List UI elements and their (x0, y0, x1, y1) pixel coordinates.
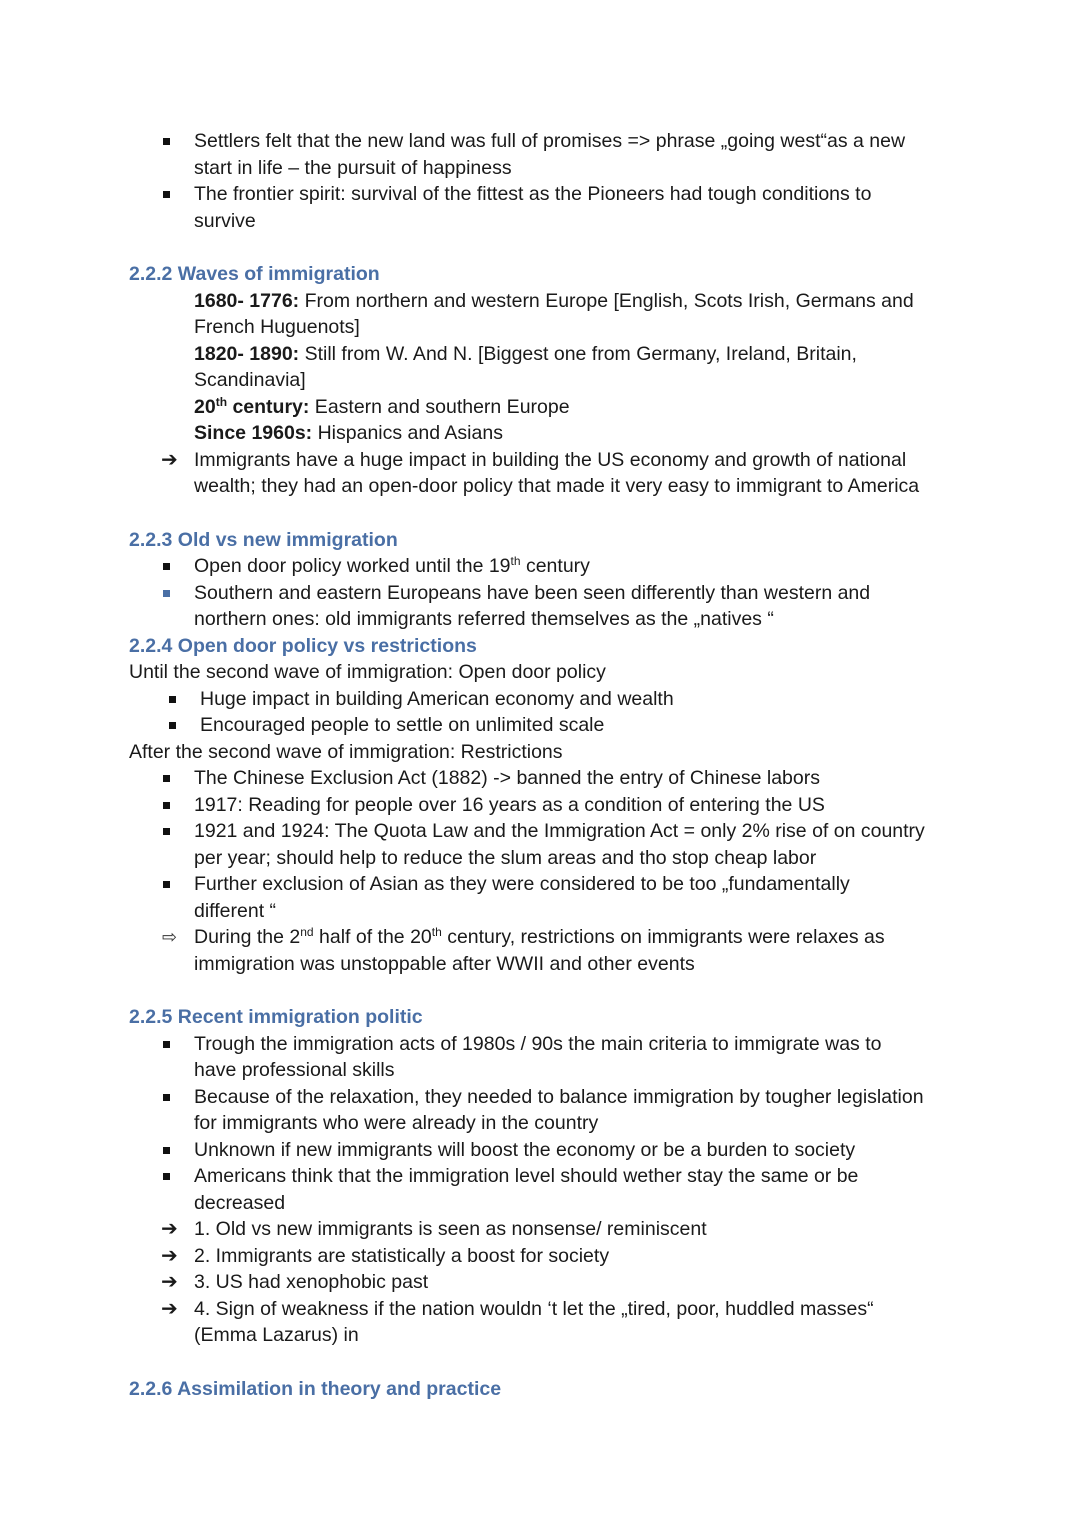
list-item: Settlers felt that the new land was full of promises => phrase „going west“as a new (0, 128, 1080, 155)
list-item-continuation: have professional skills (194, 1059, 395, 1081)
square-bullet-icon (163, 1147, 170, 1154)
list-item: 1921 and 1924: The Quota Law and the Immigration Act = only 2% rise of on country (0, 818, 1080, 845)
conclusion-item: ➔ 2. Immigrants are statistically a boost for society (0, 1243, 1080, 1270)
square-bullet-icon (163, 590, 170, 597)
conclusion-continuation: immigration was unstoppable after WWII and other events (194, 952, 695, 975)
list-item: Southern and eastern Europeans have been seen differently than western and (0, 580, 1080, 607)
wave-item: 1680- 1776: From northern and western Europe [English, Scots Irish, Germans and (194, 289, 914, 312)
list-item: Further exclusion of Asian as they were considered to be too „fundamentally (0, 871, 1080, 898)
list-item: Unknown if new immigrants will boost the economy or be a burden to society (0, 1137, 1080, 1164)
list-item-continuation: survive (194, 209, 256, 232)
list-item-continuation: per year; should help to reduce the slum areas and tho stop cheap labor (194, 846, 817, 869)
hollow-right-arrow-icon: ⇨ (162, 927, 178, 947)
conclusion-item: ⇨ During the 2nd half of the 20th century, restrictions on immigrants were relaxes as (0, 924, 1080, 951)
square-bullet-icon (163, 881, 170, 888)
square-bullet-icon (163, 138, 170, 145)
square-bullet-icon (163, 1173, 170, 1180)
right-arrow-icon: ➔ (161, 448, 178, 471)
section-heading: 2.2.5 Recent immigration politic (129, 1006, 423, 1028)
square-bullet-icon (169, 696, 176, 703)
list-item: Americans think that the immigration level should wether stay the same or be (0, 1163, 1080, 1190)
list-item: Encouraged people to settle on unlimited scale (0, 712, 1080, 739)
square-bullet-icon (163, 563, 170, 570)
square-bullet-icon (163, 191, 170, 198)
list-item: The frontier spirit: survival of the fittest as the Pioneers had tough conditions to (0, 181, 1080, 208)
conclusion-item: ➔ 4. Sign of weakness if the nation wouldn ‘t let the „tired, poor, huddled masses“ (0, 1296, 1080, 1323)
section-heading: 2.2.6 Assimilation in theory and practice (129, 1377, 502, 1400)
section-heading: 2.2.4 Open door policy vs restrictions (129, 634, 477, 657)
wave-item: Since 1960s: Hispanics and Asians (194, 422, 503, 444)
wave-item-continuation: French Huguenots] (194, 316, 360, 338)
square-bullet-icon (163, 802, 170, 809)
right-arrow-icon: ➔ (161, 1271, 178, 1293)
list-item: Huge impact in building American economy and wealth (0, 686, 1080, 713)
right-arrow-icon: ➔ (161, 1218, 178, 1240)
list-item: Because of the relaxation, they needed to balance immigration by tougher legislation (0, 1084, 1080, 1111)
right-arrow-icon: ➔ (161, 1297, 178, 1320)
document-page (0, 128, 1080, 1402)
square-bullet-icon (163, 1041, 170, 1048)
square-bullet-icon (163, 1094, 170, 1101)
wave-item: 20th century: Eastern and southern Europe (194, 394, 570, 418)
paragraph: Until the second wave of immigration: Open door policy (129, 661, 606, 683)
conclusion-item: ➔ Immigrants have a huge impact in building the US economy and growth of national (0, 447, 1080, 474)
conclusion-item: ➔ 1. Old vs new immigrants is seen as nonsense/ reminiscent (0, 1216, 1080, 1243)
square-bullet-icon (163, 828, 170, 835)
list-item-continuation: northern ones: old immigrants referred themselves as the „natives “ (194, 608, 774, 630)
square-bullet-icon (163, 775, 170, 782)
list-item-continuation: for immigrants who were already in the country (194, 1112, 599, 1134)
conclusion-continuation: (Emma Lazarus) in (194, 1324, 359, 1346)
wave-item-continuation: Scandinavia] (194, 369, 306, 391)
list-item: Trough the immigration acts of 1980s / 90s the main criteria to immigrate was to (0, 1031, 1080, 1058)
conclusion-item: ➔ 3. US had xenophobic past (0, 1269, 1080, 1296)
conclusion-continuation: wealth; they had an open-door policy that made it very easy to immigrant to America (194, 475, 920, 497)
section-heading: 2.2.3 Old vs new immigration (129, 528, 398, 551)
wave-item: 1820- 1890: Still from W. And N. [Biggest one from Germany, Ireland, Britain, (194, 342, 857, 365)
list-item: 1917: Reading for people over 16 years as a condition of entering the US (0, 792, 1080, 819)
list-item: The Chinese Exclusion Act (1882) -> banned the entry of Chinese labors (0, 765, 1080, 792)
list-item-continuation: different “ (194, 899, 277, 922)
section-heading: 2.2.2 Waves of immigration (129, 263, 380, 285)
paragraph: After the second wave of immigration: Restrictions (129, 740, 563, 763)
list-item: Open door policy worked until the 19th century (0, 553, 1080, 580)
list-item-continuation: decreased (194, 1191, 286, 1214)
right-arrow-icon: ➔ (161, 1244, 178, 1267)
list-item-continuation: start in life – the pursuit of happiness (194, 156, 512, 179)
square-bullet-icon (169, 722, 176, 729)
